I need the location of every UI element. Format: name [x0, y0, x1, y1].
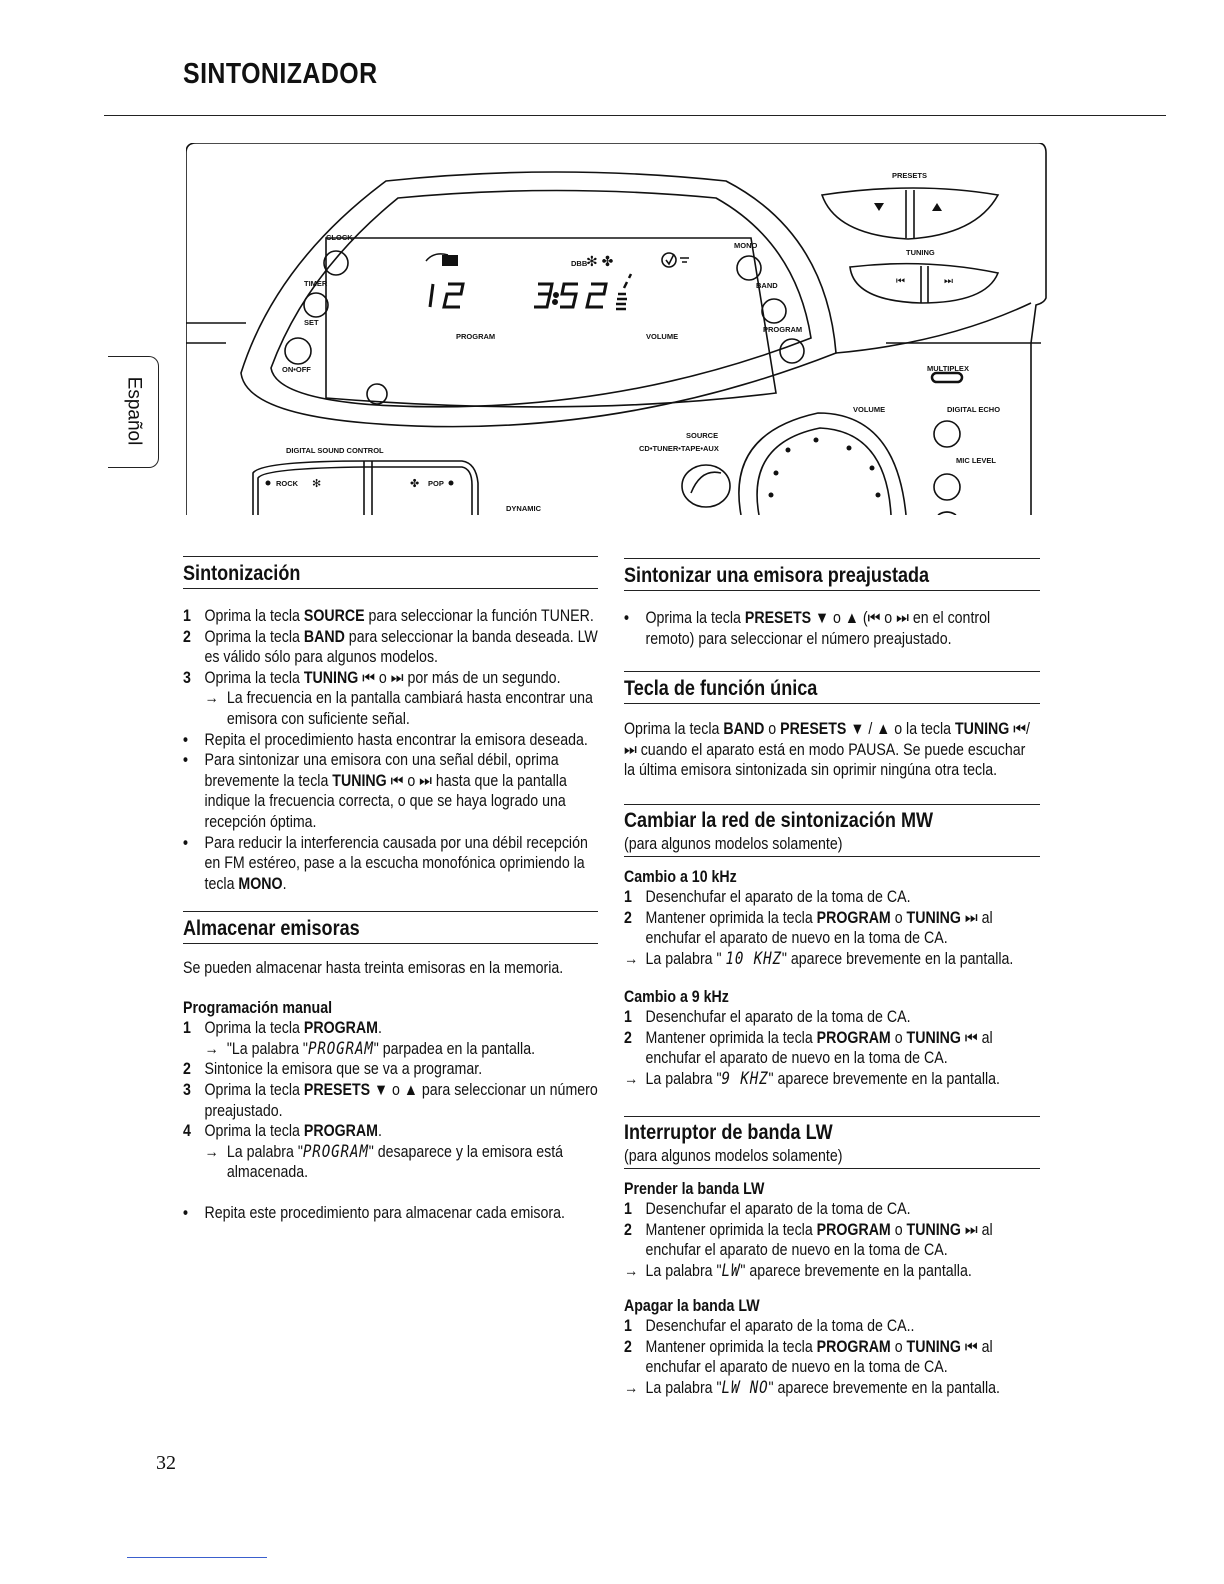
section-rule: [624, 703, 1040, 704]
step-text: o: [890, 908, 907, 927]
lcd-program-label: PROGRAM: [456, 332, 496, 341]
clock-button[interactable]: [324, 251, 348, 275]
section-rule: [624, 671, 1040, 672]
step-text: o: [890, 1028, 907, 1047]
arrow-icon: →: [624, 949, 639, 968]
step-text: Oprima la tecla: [204, 1019, 304, 1038]
step-item: [183, 668, 598, 689]
key-name: TUNING: [906, 1028, 961, 1047]
step-text: Desenchufar el aparato de la toma de CA..: [645, 1317, 915, 1336]
step-number: 3: [183, 1080, 191, 1099]
step-text: Sintonice la emisora que se va a programar.: [204, 1060, 483, 1079]
preajustada-body: [624, 608, 1040, 649]
step-number: 2: [183, 1060, 191, 1079]
step-text: Oprima la tecla: [204, 607, 304, 625]
section-heading-almacenar: Almacenar emisoras: [183, 917, 360, 940]
result-text: La frecuencia en la pantalla cambiará hasta encontrar una emisora con suficiente señal.: [226, 689, 593, 728]
step-item: [183, 1059, 598, 1080]
display-pod: [241, 172, 836, 427]
lcd-dbb-label: DBB: [571, 259, 588, 268]
section-rule: [624, 558, 1040, 559]
source-label: SOURCE: [686, 431, 719, 440]
key-name: TUNING: [954, 720, 1010, 738]
bullet-text: Repita este procedimiento para almacenar cada emisora.: [204, 1203, 565, 1222]
tuning-next-icon: ⏭: [944, 276, 953, 287]
mono-label: MONO: [734, 241, 758, 250]
lcd-word: 10 KHZ: [725, 948, 782, 968]
step-number: 1: [183, 1019, 191, 1038]
mic-level-label: MIC LEVEL: [956, 456, 997, 465]
key-name: PROGRAM: [816, 1220, 891, 1239]
set-label: SET: [304, 318, 319, 327]
mw-note: (para algunos modelos solamente): [624, 835, 843, 853]
sintonizacion-body: [183, 606, 598, 894]
key-name: TUNING: [906, 908, 961, 927]
step-number: 2: [624, 1220, 632, 1239]
source-knob[interactable]: [682, 465, 730, 507]
result-text: " aparece brevemente en la pantalla.: [740, 1261, 972, 1280]
step-number: 2: [624, 1028, 632, 1047]
step-text: Mantener oprimida la tecla: [645, 1337, 817, 1356]
key-name: PROGRAM: [816, 1337, 891, 1356]
lcd-word: LW NO: [721, 1377, 769, 1397]
result-text: " aparece brevemente en la pantalla.: [768, 1069, 1001, 1088]
source-knob-mark: [691, 472, 721, 493]
step-item: [183, 606, 598, 627]
bullet-icon: •: [183, 730, 188, 749]
section-heading-mw: Cambiar la red de sintonización MW: [624, 809, 934, 832]
tuning-prev-icon: ⏮: [896, 276, 905, 287]
step-text: Oprima la tecla: [204, 1080, 304, 1099]
result-text: La palabra ": [645, 1069, 722, 1088]
section-heading-preajustada: Sintonizar una emisora preajustada: [624, 564, 930, 587]
bullet-icon: •: [183, 1203, 188, 1222]
result-text: " parpadea en la pantalla.: [373, 1039, 536, 1058]
result-item: [183, 1142, 598, 1183]
step-number: 2: [624, 1337, 632, 1356]
step-text: Desenchufar el aparato de la toma de CA.: [645, 888, 911, 907]
presets-label: PRESETS: [892, 171, 928, 180]
section-heading-unica: Tecla de función única: [624, 677, 818, 700]
bullet-icon: •: [183, 833, 188, 852]
step-item: [183, 1080, 598, 1121]
step-item: [183, 1121, 598, 1142]
mw-body: [624, 867, 1040, 1090]
result-item: [624, 949, 1040, 970]
subheading-9khz: Cambio a 9 kHz: [624, 987, 729, 1006]
step-item: [624, 1007, 1040, 1028]
key-name: PRESETS: [744, 609, 812, 627]
right-column-2: [624, 671, 1040, 781]
digital-echo-label: DIGITAL ECHO: [947, 405, 1001, 414]
pop-label: POP: [428, 479, 444, 488]
mic-level-knob[interactable]: [934, 474, 960, 500]
result-item: [624, 1378, 1040, 1399]
dynamic-label: DYNAMIC: [506, 504, 541, 513]
svg-text:✤: ✤: [410, 478, 420, 490]
section-rule: [624, 804, 1040, 805]
presets-up-icon: [932, 203, 942, 211]
almacenar-body: [183, 958, 598, 1224]
program-label: PROGRAM: [763, 325, 803, 334]
step-text: ⏮ al enchufar el aparato de nuevo en la toma de CA.: [645, 1337, 993, 1377]
step-number: 1: [624, 1008, 632, 1027]
lcd-mode-icons: [586, 253, 689, 269]
svg-text:✻: ✻: [312, 478, 322, 490]
section-heading-lw: Interruptor de banda LW: [624, 1121, 833, 1144]
result-item: [624, 1069, 1040, 1090]
bullet-icon: •: [624, 609, 629, 627]
section-rule: [624, 856, 1040, 857]
step-item: [624, 887, 1040, 908]
step-item: [183, 627, 598, 668]
text: ▼ / ▲ o la tecla: [846, 720, 955, 738]
arrow-icon: →: [624, 1261, 639, 1280]
step-number: 1: [624, 1317, 632, 1336]
presets-down-icon: [874, 203, 884, 211]
step-item: [624, 1337, 1040, 1378]
key-name: PRESETS: [303, 1080, 371, 1099]
step-text: ⏮ o ⏭ por más de un segundo.: [358, 668, 561, 687]
text: ⏮/⏭ cuando el aparato está en modo PAUSA. Se puede escuchar la última emisora sintonizada sin oprimir ningúna otra tecla.: [624, 720, 1031, 780]
step-number: 4: [183, 1122, 191, 1141]
step-item: [624, 1220, 1040, 1261]
step-text: ⏭ al enchufar el aparato de nuevo en la toma de CA.: [645, 908, 993, 948]
unica-text: [624, 719, 1040, 781]
lcd-volume-bars: [616, 274, 631, 309]
step-number: 1: [624, 1200, 632, 1219]
bullet-icon: •: [183, 751, 188, 770]
digital-echo-knob[interactable]: [934, 421, 960, 447]
on-off-label: ON•OFF: [282, 365, 311, 374]
pod-sweep: [836, 303, 1031, 353]
step-text: para seleccionar la función TUNER.: [364, 607, 594, 625]
lcd-word: PROGRAM: [302, 1141, 369, 1161]
arrow-icon: →: [204, 1039, 219, 1058]
key-name: SOURCE: [303, 607, 365, 625]
section-rule: [624, 590, 1040, 591]
key-name: PROGRAM: [303, 1019, 378, 1038]
bullet-text: ⏮ o ⏭ hasta que la pantalla indique la frecuencia correcta, o que se haya logrado una recepción óptima.: [204, 771, 567, 831]
band-label: BAND: [756, 281, 778, 290]
tuning-rocker[interactable]: [850, 264, 998, 303]
step-text: .: [377, 1019, 382, 1038]
lcd-word: PROGRAM: [307, 1038, 374, 1058]
step-item: [624, 1028, 1040, 1069]
step-item: [624, 1316, 1040, 1337]
step-text: Oprima la tecla: [204, 627, 304, 646]
step-text: Oprima la tecla: [204, 668, 304, 687]
title-rule: [104, 115, 1166, 116]
right-column: [624, 558, 1040, 649]
page-number: 32: [156, 1452, 176, 1474]
subheading-apagar-lw: Apagar la banda LW: [624, 1296, 760, 1315]
page-title: SINTONIZADOR: [183, 58, 378, 90]
mw-note-wrap: [624, 834, 1040, 855]
timer-label: TIMER: [304, 279, 328, 288]
lcd-window: [326, 238, 776, 407]
lcd-preset-digits: [430, 284, 463, 307]
text: o: [764, 720, 781, 738]
step-number: 3: [183, 668, 191, 687]
bullet-text: Para reducir la interferencia causada por una débil recepción en FM estéreo, pase a la escucha monofónica oprimiendo la tecla: [204, 833, 588, 893]
lw-note: (para algunos modelos solamente): [624, 1147, 843, 1165]
lw-note-wrap: [624, 1146, 1040, 1167]
result-item: [183, 1039, 598, 1060]
lw-body: [624, 1179, 1040, 1399]
display-pod-inner: [271, 191, 811, 407]
step-text: ⏭ al enchufar el aparato de nuevo en la toma de CA.: [645, 1220, 993, 1260]
result-text: " aparece brevemente en la pantalla.: [781, 949, 1014, 968]
step-item: [624, 1199, 1040, 1220]
result-text: La palabra ": [645, 1378, 722, 1397]
result-text: "La palabra ": [226, 1039, 308, 1058]
lcd-word: LW: [721, 1260, 741, 1280]
dsc-button-frame[interactable]: [253, 461, 478, 515]
source-sub-label: CD•TUNER•TAPE•AUX: [639, 444, 719, 453]
step-number: 2: [624, 908, 632, 927]
section-rule: [183, 588, 598, 589]
step-text: Oprima la tecla: [204, 1122, 304, 1141]
clock-label: CLOCK: [326, 233, 353, 242]
language-tab-text: Español: [123, 376, 145, 446]
footer-rule: [127, 1557, 267, 1558]
lcd-word: 9 KHZ: [721, 1068, 769, 1088]
volume-label: VOLUME: [853, 405, 886, 414]
result-item: [624, 1261, 1040, 1282]
volume-dots: [769, 438, 881, 498]
step-text: .: [377, 1122, 382, 1141]
step-text: Desenchufar el aparato de la toma de CA.: [645, 1008, 911, 1027]
result-item: [183, 688, 598, 729]
section-rule: [183, 911, 598, 912]
mono-button[interactable]: [737, 256, 761, 280]
device-frame: [186, 143, 1046, 515]
step-text: para seleccionar la banda deseada. LW es válido sólo para algunos modelos.: [204, 627, 598, 667]
section-rule: [624, 1116, 1040, 1117]
dsc-button-frame-inner: [258, 467, 472, 515]
key-name: TUNING: [906, 1337, 961, 1356]
key-name: PRESETS: [780, 720, 847, 738]
device-diagram: [186, 143, 1048, 515]
bullet-item: [183, 833, 598, 895]
section-heading-sintonizacion: Sintonización: [183, 562, 301, 585]
arrow-icon: →: [624, 1378, 639, 1397]
step-number: 2: [183, 627, 191, 646]
bullet-item: [183, 1203, 598, 1224]
step-text: ⏮ al enchufar el aparato de nuevo en la toma de CA.: [645, 1028, 993, 1068]
subheading-10khz: Cambio a 10 kHz: [624, 867, 737, 886]
result-text: La palabra ": [645, 1261, 722, 1280]
lcd-freq-digits: [534, 284, 606, 307]
result-text: " aparece brevemente en la pantalla.: [768, 1378, 1001, 1397]
key-name: PROGRAM: [303, 1122, 378, 1141]
step-text: Mantener oprimida la tecla: [645, 1028, 817, 1047]
step-number: 1: [624, 888, 632, 907]
arrow-icon: →: [204, 1142, 219, 1161]
result-text: La palabra ": [645, 949, 726, 968]
step-text: o: [890, 1220, 907, 1239]
key-name: TUNING: [906, 1220, 961, 1239]
almacenar-intro: Se pueden almacenar hasta treinta emisoras en la memoria.: [183, 959, 564, 977]
multiplex-button[interactable]: [932, 373, 962, 382]
step-text: Mantener oprimida la tecla: [645, 908, 817, 927]
step-item: [624, 908, 1040, 949]
bullet-item: [183, 730, 598, 751]
result-text: " desaparece y la emisora está almacenada.: [226, 1142, 564, 1182]
key-name: BAND: [723, 720, 765, 738]
tuning-label: TUNING: [906, 248, 935, 257]
subheading-manual: Programación manual: [183, 998, 333, 1017]
left-column: [183, 556, 598, 894]
step-text: Mantener oprimida la tecla: [645, 1220, 817, 1239]
dsc-label: DIGITAL SOUND CONTROL: [286, 446, 384, 455]
key-name: MONO: [238, 874, 283, 893]
section-rule: [183, 943, 598, 944]
bullet-text: ▼ o ▲ (⏮ o ⏭ en el control remoto) para seleccionar el número preajustado.: [645, 609, 991, 648]
key-name: TUNING: [332, 771, 387, 790]
unica-body: [624, 719, 1040, 781]
step-text: o: [890, 1337, 907, 1356]
program-button[interactable]: [780, 339, 804, 363]
bullet-item: [183, 750, 598, 832]
step-number: 1: [183, 607, 191, 625]
subheading-prender-lw: Prender la banda LW: [624, 1179, 765, 1198]
lcd-cd-icon: [426, 254, 458, 266]
bullet-item: [624, 608, 1040, 649]
left-column-2: [183, 911, 598, 1224]
svg-text:✻ ✤: ✻ ✤: [586, 253, 614, 269]
language-tab-label: [108, 356, 158, 466]
section-rule: [624, 1168, 1040, 1169]
bullet-text: Repita el procedimiento hasta encontrar la emisora deseada.: [204, 730, 588, 749]
bullet-text: .: [282, 874, 287, 893]
result-text: La palabra ": [226, 1142, 303, 1161]
rock-label: ROCK: [276, 479, 299, 488]
key-name: PROGRAM: [816, 908, 891, 927]
band-button[interactable]: [762, 299, 786, 323]
timer-button[interactable]: [304, 293, 328, 317]
right-column-3: [624, 804, 1040, 1090]
knob-edge: [938, 512, 956, 515]
step-item: [183, 1018, 598, 1039]
arrow-icon: →: [204, 689, 219, 708]
key-name: BAND: [303, 627, 345, 646]
on-off-button[interactable]: [285, 338, 311, 364]
section-rule: [183, 556, 598, 557]
step-text: ▼ o ▲ para seleccionar un número preajustado.: [204, 1080, 598, 1120]
key-name: TUNING: [303, 668, 359, 687]
step-text: Desenchufar el aparato de la toma de CA.: [645, 1200, 911, 1219]
multiplex-label: MULTIPLEX: [927, 364, 969, 373]
bullet-text: Oprima la tecla: [645, 609, 745, 627]
presets-rocker[interactable]: [822, 188, 998, 239]
lcd-volume-label: VOLUME: [646, 332, 679, 341]
bullet-text: Para sintonizar una emisora con una señal débil, oprima brevemente la tecla: [204, 751, 559, 790]
text: Oprima la tecla: [624, 720, 724, 738]
right-column-4: [624, 1116, 1040, 1399]
key-name: PROGRAM: [816, 1028, 891, 1047]
arrow-icon: →: [624, 1069, 639, 1088]
